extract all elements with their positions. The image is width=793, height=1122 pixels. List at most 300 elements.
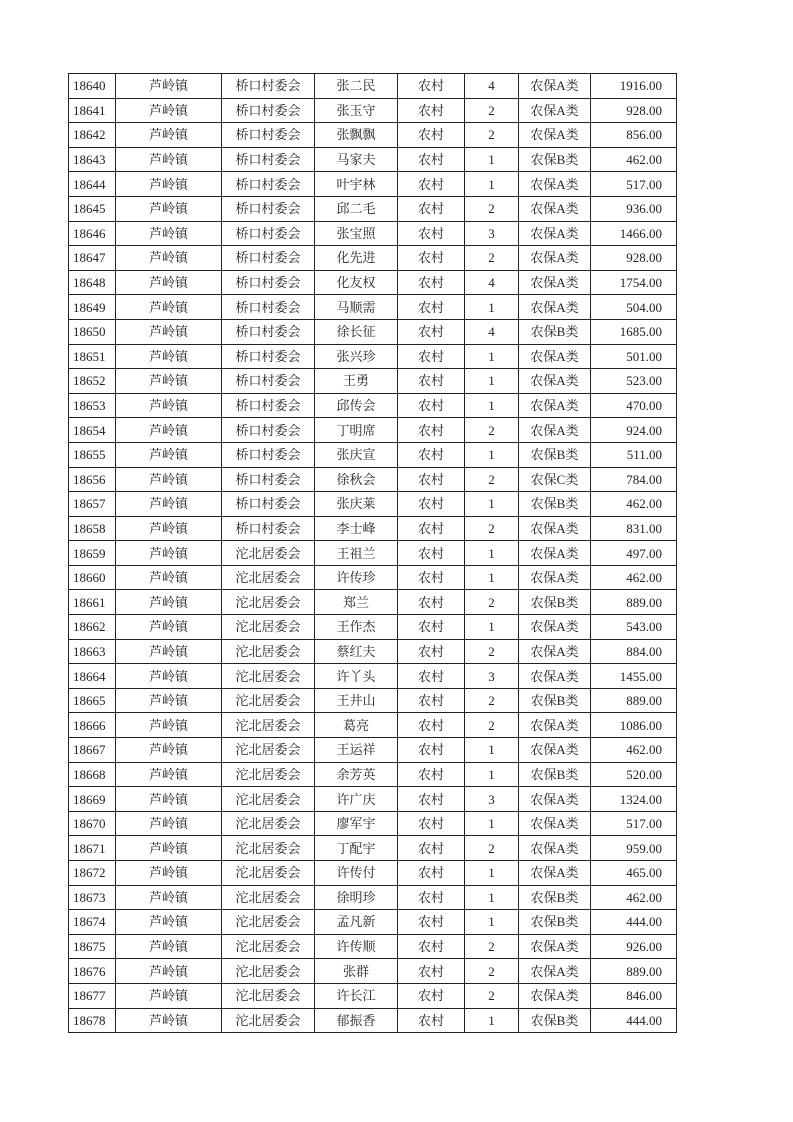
amount-cell: 462.00 [591, 147, 677, 172]
person-name-cell: 孟凡新 [315, 910, 398, 935]
village-committee-cell: 沱北居委会 [222, 910, 315, 935]
record-id-cell: 18654 [69, 418, 116, 443]
insurance-category-cell: 农保A类 [519, 98, 591, 123]
insurance-category-cell: 农保B类 [519, 1008, 591, 1033]
record-id-cell: 18663 [69, 639, 116, 664]
table-row [69, 172, 677, 197]
town-cell: 芦岭镇 [116, 639, 222, 664]
table-row [69, 713, 677, 738]
household-type-cell: 农村 [398, 565, 465, 590]
amount-cell: 924.00 [591, 418, 677, 443]
household-type-cell: 农村 [398, 196, 465, 221]
town-cell: 芦岭镇 [116, 270, 222, 295]
town-cell: 芦岭镇 [116, 541, 222, 566]
record-id-cell: 18640 [69, 74, 116, 99]
village-committee-cell: 沱北居委会 [222, 590, 315, 615]
village-committee-cell: 桥口村委会 [222, 270, 315, 295]
person-name-cell: 张兴珍 [315, 344, 398, 369]
town-cell: 芦岭镇 [116, 885, 222, 910]
household-size-cell: 4 [465, 319, 519, 344]
household-size-cell: 1 [465, 738, 519, 763]
insurance-category-cell: 农保B类 [519, 688, 591, 713]
household-size-cell: 1 [465, 565, 519, 590]
household-type-cell: 农村 [398, 541, 465, 566]
insurance-category-cell: 农保A类 [519, 565, 591, 590]
amount-cell: 504.00 [591, 295, 677, 320]
town-cell: 芦岭镇 [116, 123, 222, 148]
household-type-cell: 农村 [398, 1008, 465, 1033]
insurance-category-cell: 农保A类 [519, 123, 591, 148]
household-type-cell: 农村 [398, 615, 465, 640]
insurance-category-cell: 农保B类 [519, 492, 591, 517]
village-committee-cell: 沱北居委会 [222, 541, 315, 566]
town-cell: 芦岭镇 [116, 295, 222, 320]
household-type-cell: 农村 [398, 270, 465, 295]
table-row [69, 738, 677, 763]
table-row [69, 369, 677, 394]
insurance-category-cell: 农保A类 [519, 934, 591, 959]
household-type-cell: 农村 [398, 492, 465, 517]
household-size-cell: 1 [465, 615, 519, 640]
table-row [69, 959, 677, 984]
person-name-cell: 邱传会 [315, 393, 398, 418]
village-committee-cell: 桥口村委会 [222, 467, 315, 492]
table-row [69, 344, 677, 369]
subsidy-table [68, 73, 677, 1033]
household-size-cell: 2 [465, 516, 519, 541]
record-id-cell: 18670 [69, 811, 116, 836]
table-row [69, 861, 677, 886]
person-name-cell: 叶宇林 [315, 172, 398, 197]
person-name-cell: 丁配宇 [315, 836, 398, 861]
town-cell: 芦岭镇 [116, 836, 222, 861]
record-id-cell: 18647 [69, 246, 116, 271]
amount-cell: 926.00 [591, 934, 677, 959]
table-row [69, 664, 677, 689]
household-type-cell: 农村 [398, 246, 465, 271]
amount-cell: 889.00 [591, 590, 677, 615]
record-id-cell: 18661 [69, 590, 116, 615]
record-id-cell: 18669 [69, 787, 116, 812]
village-committee-cell: 桥口村委会 [222, 319, 315, 344]
record-id-cell: 18646 [69, 221, 116, 246]
table-row [69, 1008, 677, 1033]
household-size-cell: 1 [465, 295, 519, 320]
record-id-cell: 18675 [69, 934, 116, 959]
table-row [69, 541, 677, 566]
record-id-cell: 18649 [69, 295, 116, 320]
record-id-cell: 18660 [69, 565, 116, 590]
town-cell: 芦岭镇 [116, 418, 222, 443]
person-name-cell: 王作杰 [315, 615, 398, 640]
insurance-category-cell: 农保A类 [519, 270, 591, 295]
household-type-cell: 农村 [398, 959, 465, 984]
person-name-cell: 张玉守 [315, 98, 398, 123]
village-committee-cell: 沱北居委会 [222, 836, 315, 861]
amount-cell: 501.00 [591, 344, 677, 369]
household-type-cell: 农村 [398, 369, 465, 394]
table-row [69, 762, 677, 787]
village-committee-cell: 桥口村委会 [222, 98, 315, 123]
person-name-cell: 徐长征 [315, 319, 398, 344]
record-id-cell: 18667 [69, 738, 116, 763]
table-row [69, 246, 677, 271]
household-type-cell: 农村 [398, 147, 465, 172]
town-cell: 芦岭镇 [116, 738, 222, 763]
household-type-cell: 农村 [398, 811, 465, 836]
household-size-cell: 1 [465, 762, 519, 787]
table-row [69, 319, 677, 344]
insurance-category-cell: 农保B类 [519, 910, 591, 935]
amount-cell: 959.00 [591, 836, 677, 861]
town-cell: 芦岭镇 [116, 983, 222, 1008]
person-name-cell: 徐秋会 [315, 467, 398, 492]
household-size-cell: 2 [465, 959, 519, 984]
town-cell: 芦岭镇 [116, 688, 222, 713]
household-size-cell: 1 [465, 910, 519, 935]
household-size-cell: 2 [465, 836, 519, 861]
person-name-cell: 王井山 [315, 688, 398, 713]
household-size-cell: 2 [465, 639, 519, 664]
amount-cell: 889.00 [591, 959, 677, 984]
record-id-cell: 18643 [69, 147, 116, 172]
insurance-category-cell: 农保A类 [519, 639, 591, 664]
person-name-cell: 张宝照 [315, 221, 398, 246]
amount-cell: 928.00 [591, 246, 677, 271]
person-name-cell: 丁明席 [315, 418, 398, 443]
household-type-cell: 农村 [398, 910, 465, 935]
record-id-cell: 18642 [69, 123, 116, 148]
village-committee-cell: 桥口村委会 [222, 393, 315, 418]
record-id-cell: 18678 [69, 1008, 116, 1033]
table-row [69, 442, 677, 467]
person-name-cell: 葛亮 [315, 713, 398, 738]
amount-cell: 543.00 [591, 615, 677, 640]
village-committee-cell: 桥口村委会 [222, 123, 315, 148]
town-cell: 芦岭镇 [116, 172, 222, 197]
insurance-category-cell: 农保A类 [519, 172, 591, 197]
household-type-cell: 农村 [398, 295, 465, 320]
insurance-category-cell: 农保A类 [519, 516, 591, 541]
household-type-cell: 农村 [398, 221, 465, 246]
insurance-category-cell: 农保B类 [519, 762, 591, 787]
village-committee-cell: 桥口村委会 [222, 418, 315, 443]
table-row [69, 74, 677, 99]
household-size-cell: 3 [465, 664, 519, 689]
household-type-cell: 农村 [398, 713, 465, 738]
record-id-cell: 18657 [69, 492, 116, 517]
town-cell: 芦岭镇 [116, 934, 222, 959]
village-committee-cell: 桥口村委会 [222, 295, 315, 320]
household-type-cell: 农村 [398, 738, 465, 763]
insurance-category-cell: 农保B类 [519, 147, 591, 172]
household-size-cell: 1 [465, 1008, 519, 1033]
insurance-category-cell: 农保A类 [519, 418, 591, 443]
household-type-cell: 农村 [398, 418, 465, 443]
village-committee-cell: 沱北居委会 [222, 738, 315, 763]
village-committee-cell: 桥口村委会 [222, 246, 315, 271]
household-size-cell: 3 [465, 787, 519, 812]
insurance-category-cell: 农保A类 [519, 615, 591, 640]
village-committee-cell: 沱北居委会 [222, 639, 315, 664]
person-name-cell: 王祖兰 [315, 541, 398, 566]
town-cell: 芦岭镇 [116, 1008, 222, 1033]
person-name-cell: 化先进 [315, 246, 398, 271]
household-type-cell: 农村 [398, 836, 465, 861]
village-committee-cell: 沱北居委会 [222, 959, 315, 984]
person-name-cell: 许传顺 [315, 934, 398, 959]
household-size-cell: 1 [465, 393, 519, 418]
household-size-cell: 2 [465, 713, 519, 738]
person-name-cell: 张飘飘 [315, 123, 398, 148]
table-row [69, 885, 677, 910]
village-committee-cell: 沱北居委会 [222, 1008, 315, 1033]
village-committee-cell: 沱北居委会 [222, 861, 315, 886]
town-cell: 芦岭镇 [116, 959, 222, 984]
record-id-cell: 18672 [69, 861, 116, 886]
person-name-cell: 化友权 [315, 270, 398, 295]
town-cell: 芦岭镇 [116, 516, 222, 541]
household-size-cell: 2 [465, 983, 519, 1008]
table-row [69, 565, 677, 590]
amount-cell: 784.00 [591, 467, 677, 492]
person-name-cell: 许丫头 [315, 664, 398, 689]
village-committee-cell: 沱北居委会 [222, 688, 315, 713]
household-size-cell: 2 [465, 196, 519, 221]
insurance-category-cell: 农保A类 [519, 295, 591, 320]
person-name-cell: 廖军宇 [315, 811, 398, 836]
person-name-cell: 蔡红夫 [315, 639, 398, 664]
table-row [69, 467, 677, 492]
town-cell: 芦岭镇 [116, 811, 222, 836]
amount-cell: 884.00 [591, 639, 677, 664]
insurance-category-cell: 农保A类 [519, 664, 591, 689]
amount-cell: 462.00 [591, 885, 677, 910]
amount-cell: 846.00 [591, 983, 677, 1008]
record-id-cell: 18651 [69, 344, 116, 369]
person-name-cell: 张庆宣 [315, 442, 398, 467]
household-type-cell: 农村 [398, 467, 465, 492]
record-id-cell: 18652 [69, 369, 116, 394]
insurance-category-cell: 农保A类 [519, 836, 591, 861]
table-row [69, 934, 677, 959]
insurance-category-cell: 农保A类 [519, 959, 591, 984]
amount-cell: 511.00 [591, 442, 677, 467]
household-size-cell: 2 [465, 123, 519, 148]
record-id-cell: 18655 [69, 442, 116, 467]
household-type-cell: 农村 [398, 983, 465, 1008]
record-id-cell: 18658 [69, 516, 116, 541]
household-type-cell: 农村 [398, 172, 465, 197]
amount-cell: 462.00 [591, 565, 677, 590]
household-type-cell: 农村 [398, 934, 465, 959]
insurance-category-cell: 农保A类 [519, 221, 591, 246]
record-id-cell: 18677 [69, 983, 116, 1008]
household-type-cell: 农村 [398, 442, 465, 467]
record-id-cell: 18641 [69, 98, 116, 123]
person-name-cell: 邱二毛 [315, 196, 398, 221]
person-name-cell: 李士峰 [315, 516, 398, 541]
insurance-category-cell: 农保B类 [519, 885, 591, 910]
household-size-cell: 1 [465, 541, 519, 566]
household-size-cell: 3 [465, 221, 519, 246]
table-row [69, 147, 677, 172]
town-cell: 芦岭镇 [116, 467, 222, 492]
household-size-cell: 2 [465, 246, 519, 271]
insurance-category-cell: 农保A类 [519, 811, 591, 836]
amount-cell: 1086.00 [591, 713, 677, 738]
town-cell: 芦岭镇 [116, 442, 222, 467]
household-type-cell: 农村 [398, 74, 465, 99]
table-row [69, 787, 677, 812]
household-type-cell: 农村 [398, 516, 465, 541]
table-row [69, 295, 677, 320]
table-row [69, 270, 677, 295]
table-row [69, 983, 677, 1008]
household-size-cell: 2 [465, 467, 519, 492]
amount-cell: 889.00 [591, 688, 677, 713]
amount-cell: 444.00 [591, 910, 677, 935]
person-name-cell: 张群 [315, 959, 398, 984]
household-size-cell: 2 [465, 418, 519, 443]
household-size-cell: 4 [465, 270, 519, 295]
insurance-category-cell: 农保A类 [519, 344, 591, 369]
record-id-cell: 18674 [69, 910, 116, 935]
record-id-cell: 18665 [69, 688, 116, 713]
record-id-cell: 18676 [69, 959, 116, 984]
insurance-category-cell: 农保A类 [519, 787, 591, 812]
amount-cell: 936.00 [591, 196, 677, 221]
record-id-cell: 18671 [69, 836, 116, 861]
person-name-cell: 许广庆 [315, 787, 398, 812]
household-size-cell: 1 [465, 885, 519, 910]
record-id-cell: 18645 [69, 196, 116, 221]
household-type-cell: 农村 [398, 861, 465, 886]
village-committee-cell: 桥口村委会 [222, 147, 315, 172]
insurance-category-cell: 农保B类 [519, 442, 591, 467]
person-name-cell: 许传付 [315, 861, 398, 886]
insurance-category-cell: 农保B类 [519, 590, 591, 615]
town-cell: 芦岭镇 [116, 590, 222, 615]
person-name-cell: 许长江 [315, 983, 398, 1008]
table-row [69, 615, 677, 640]
household-size-cell: 4 [465, 74, 519, 99]
household-size-cell: 1 [465, 172, 519, 197]
table-row [69, 811, 677, 836]
household-type-cell: 农村 [398, 762, 465, 787]
household-size-cell: 2 [465, 688, 519, 713]
amount-cell: 831.00 [591, 516, 677, 541]
village-committee-cell: 沱北居委会 [222, 787, 315, 812]
person-name-cell: 余芳英 [315, 762, 398, 787]
household-size-cell: 1 [465, 369, 519, 394]
record-id-cell: 18668 [69, 762, 116, 787]
insurance-category-cell: 农保A类 [519, 861, 591, 886]
record-id-cell: 18662 [69, 615, 116, 640]
household-size-cell: 1 [465, 492, 519, 517]
household-type-cell: 农村 [398, 344, 465, 369]
amount-cell: 465.00 [591, 861, 677, 886]
household-type-cell: 农村 [398, 787, 465, 812]
household-type-cell: 农村 [398, 885, 465, 910]
insurance-category-cell: 农保A类 [519, 246, 591, 271]
town-cell: 芦岭镇 [116, 492, 222, 517]
record-id-cell: 18673 [69, 885, 116, 910]
table-row [69, 98, 677, 123]
person-name-cell: 张庆莱 [315, 492, 398, 517]
table-row [69, 196, 677, 221]
household-type-cell: 农村 [398, 590, 465, 615]
amount-cell: 517.00 [591, 172, 677, 197]
household-size-cell: 2 [465, 98, 519, 123]
household-size-cell: 1 [465, 147, 519, 172]
insurance-category-cell: 农保A类 [519, 393, 591, 418]
village-committee-cell: 沱北居委会 [222, 615, 315, 640]
household-size-cell: 2 [465, 590, 519, 615]
town-cell: 芦岭镇 [116, 787, 222, 812]
amount-cell: 1324.00 [591, 787, 677, 812]
household-type-cell: 农村 [398, 123, 465, 148]
person-name-cell: 王运祥 [315, 738, 398, 763]
person-name-cell: 马顺需 [315, 295, 398, 320]
person-name-cell: 徐明珍 [315, 885, 398, 910]
village-committee-cell: 桥口村委会 [222, 492, 315, 517]
table-body [69, 74, 677, 1033]
record-id-cell: 18644 [69, 172, 116, 197]
record-id-cell: 18650 [69, 319, 116, 344]
person-name-cell: 张二民 [315, 74, 398, 99]
insurance-category-cell: 农保A类 [519, 983, 591, 1008]
village-committee-cell: 桥口村委会 [222, 74, 315, 99]
town-cell: 芦岭镇 [116, 246, 222, 271]
amount-cell: 497.00 [591, 541, 677, 566]
town-cell: 芦岭镇 [116, 344, 222, 369]
household-type-cell: 农村 [398, 98, 465, 123]
table-row [69, 393, 677, 418]
insurance-category-cell: 农保A类 [519, 738, 591, 763]
village-committee-cell: 桥口村委会 [222, 344, 315, 369]
town-cell: 芦岭镇 [116, 762, 222, 787]
town-cell: 芦岭镇 [116, 221, 222, 246]
amount-cell: 444.00 [591, 1008, 677, 1033]
record-id-cell: 18648 [69, 270, 116, 295]
village-committee-cell: 沱北居委会 [222, 565, 315, 590]
town-cell: 芦岭镇 [116, 319, 222, 344]
household-size-cell: 1 [465, 344, 519, 369]
village-committee-cell: 沱北居委会 [222, 983, 315, 1008]
table-row [69, 910, 677, 935]
town-cell: 芦岭镇 [116, 369, 222, 394]
amount-cell: 517.00 [591, 811, 677, 836]
record-id-cell: 18659 [69, 541, 116, 566]
household-type-cell: 农村 [398, 664, 465, 689]
insurance-category-cell: 农保A类 [519, 196, 591, 221]
village-committee-cell: 桥口村委会 [222, 172, 315, 197]
household-type-cell: 农村 [398, 393, 465, 418]
town-cell: 芦岭镇 [116, 74, 222, 99]
record-id-cell: 18653 [69, 393, 116, 418]
household-type-cell: 农村 [398, 688, 465, 713]
town-cell: 芦岭镇 [116, 147, 222, 172]
table-row [69, 688, 677, 713]
amount-cell: 470.00 [591, 393, 677, 418]
insurance-category-cell: 农保C类 [519, 467, 591, 492]
amount-cell: 928.00 [591, 98, 677, 123]
table-row [69, 590, 677, 615]
person-name-cell: 郑兰 [315, 590, 398, 615]
table-row [69, 418, 677, 443]
town-cell: 芦岭镇 [116, 393, 222, 418]
